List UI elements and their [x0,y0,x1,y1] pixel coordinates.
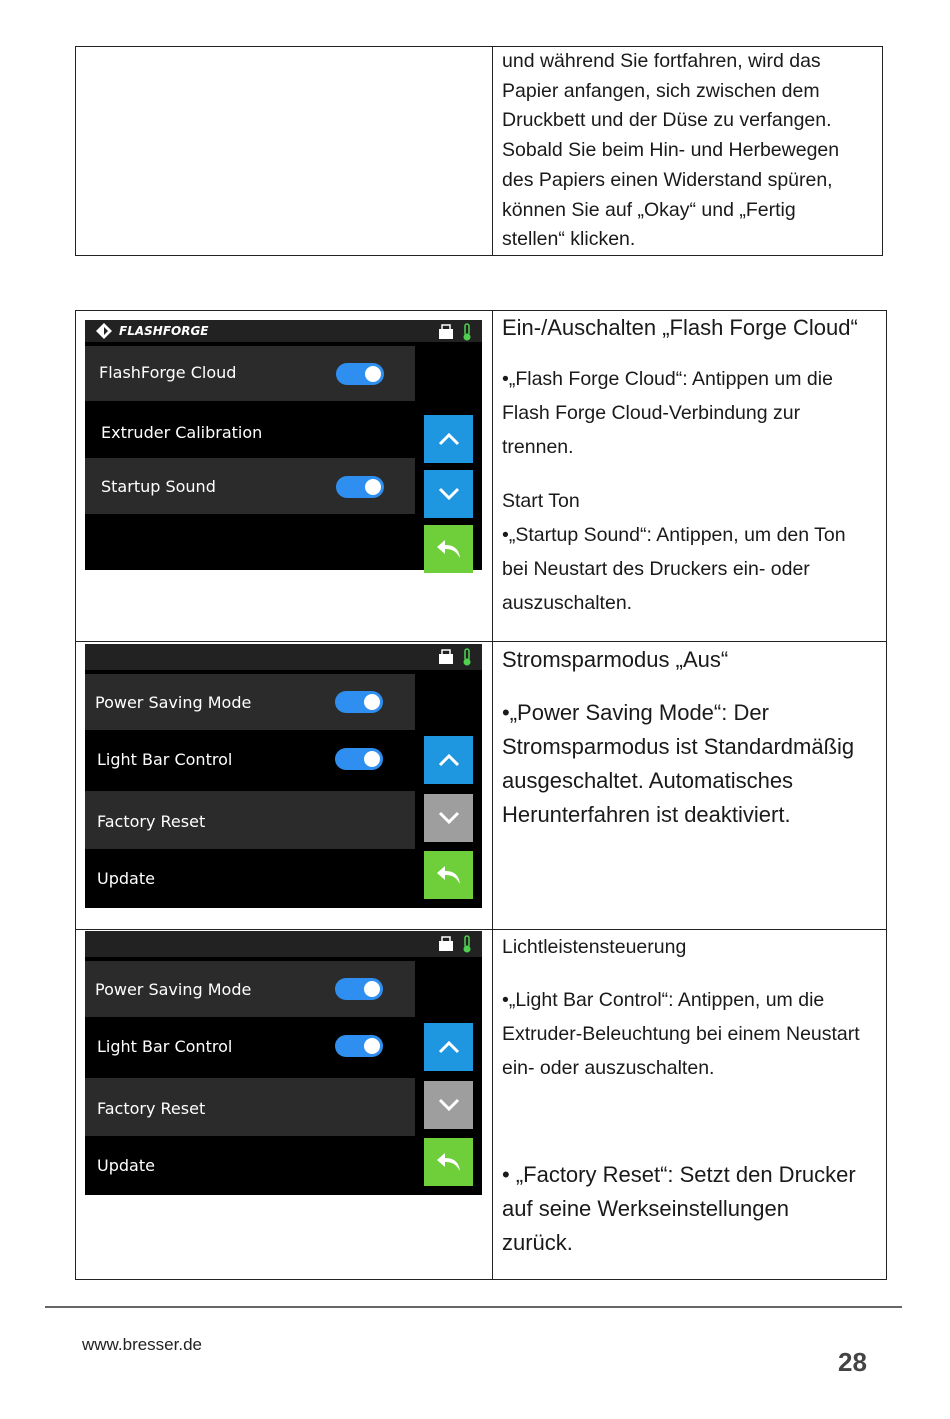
scroll-down-button[interactable] [424,470,473,518]
text-line: und während Sie fortfahren, wird das [502,50,821,72]
settings-row-update[interactable] [85,1138,415,1194]
text-line: zurück. [502,1230,573,1255]
power-saving-toggle[interactable] [335,691,383,713]
chevron-down-icon [437,486,461,502]
flashforge-logo-icon [95,322,113,340]
flashforge-cloud-toggle[interactable] [336,363,384,385]
text-line: •„Light Bar Control“: Antippen, um die [502,989,825,1011]
status-icons [438,323,472,341]
text-line: auf seine Werkseinstellungen [502,1196,789,1221]
row-divider [76,929,886,930]
usb-icon [438,649,454,665]
back-button[interactable] [424,851,473,899]
status-icons [438,935,472,953]
setting-label: Update [97,869,155,888]
footer-url[interactable]: www.bresser.de [82,1335,202,1354]
scroll-up-button[interactable] [424,1023,473,1071]
setting-label: Light Bar Control [97,1037,233,1056]
text-line: Herunterfahren ist deaktiviert. [502,802,791,827]
setting-label: Extruder Calibration [101,423,263,442]
main-table [75,310,887,1280]
back-arrow-icon [435,1150,463,1174]
table-divider [492,47,493,255]
text-line: •„Startup Sound“: Antippen, um den Ton [502,524,846,546]
top-table [75,46,883,256]
chevron-up-icon [437,431,461,447]
back-arrow-icon [435,863,463,887]
settings-row-power-saving-mode[interactable] [85,674,415,730]
section-title: Ein-/Auschalten „Flash Forge Cloud“ [502,315,858,340]
top-table-right-cell [502,47,839,255]
setting-label: Power Saving Mode [95,980,252,999]
text-line: Stromsparmodus ist Standardmäßig [502,734,855,759]
startup-sound-toggle[interactable] [336,476,384,498]
settings-row-power-saving-mode[interactable] [85,961,415,1017]
footer-divider [45,1306,902,1308]
setting-label: Factory Reset [97,1099,206,1118]
setting-label: Factory Reset [97,812,206,831]
back-arrow-icon [435,537,463,561]
light-bar-toggle[interactable] [335,1035,383,1057]
text-line: auszuschalten. [502,592,633,614]
text-line: Extruder-Beleuchtung bei einem Neustart [502,1023,860,1045]
setting-label: FlashForge Cloud [99,363,237,382]
brand-logo-text: FLASHFORGE [119,324,209,338]
setting-label: Power Saving Mode [95,693,252,712]
settings-row-factory-reset[interactable] [85,1078,415,1136]
text-line: •„Flash Forge Cloud“: Antippen um die [502,368,833,390]
printer-screen-3 [85,931,482,1195]
status-bar [85,931,482,957]
text-line: Flash Forge Cloud-Verbindung zur [502,402,801,424]
text-line: ein- oder auszuschalten. [502,1057,715,1079]
settings-row-update[interactable] [85,851,415,907]
status-bar [85,644,482,670]
chevron-up-icon [437,1039,461,1055]
row-divider [76,641,886,642]
text-line: Sobald Sie beim Hin- und Herbewegen [502,139,840,162]
text-line: •„Power Saving Mode“: Der [502,700,769,725]
scroll-down-button[interactable] [424,1081,473,1129]
text-line: • „Factory Reset“: Setzt den Drucker [502,1162,856,1187]
thermometer-icon [462,648,472,666]
text-line: stellen“ klicken. [502,228,636,251]
back-button[interactable] [424,525,473,573]
section-subtitle: Start Ton [502,490,580,512]
settings-row-flashforge-cloud[interactable] [85,346,415,401]
text-line: Papier anfangen, sich zwischen dem [502,79,820,102]
scroll-up-button[interactable] [424,415,473,463]
thermometer-icon [462,323,472,341]
section-title: Stromsparmodus „Aus“ [502,647,729,672]
thermometer-icon [462,935,472,953]
power-saving-toggle[interactable] [335,978,383,1000]
setting-label: Startup Sound [101,477,216,496]
chevron-up-icon [437,752,461,768]
back-button[interactable] [424,1138,473,1186]
setting-label: Update [97,1156,155,1175]
settings-row-extruder-calibration[interactable] [85,404,415,456]
table-divider [492,311,493,1279]
scroll-down-button[interactable] [424,794,473,842]
text-line: ausgeschaltet. Automatisches [502,768,794,793]
section-title: Lichtleistensteuerung [502,936,687,958]
settings-row-startup-sound[interactable] [85,458,415,514]
setting-label: Light Bar Control [97,750,233,769]
text-line: können Sie auf „Okay“ und „Fertig [502,198,796,221]
text-line: des Papiers einen Widerstand spüren, [502,168,833,191]
page-number: 28 [838,1347,867,1377]
text-line: bei Neustart des Druckers ein- oder [502,558,810,580]
light-bar-toggle[interactable] [335,748,383,770]
settings-row-factory-reset[interactable] [85,791,415,849]
settings-row-light-bar-control[interactable] [85,1019,415,1075]
chevron-down-icon [437,1097,461,1113]
printer-screen-2 [85,644,482,908]
scroll-up-button[interactable] [424,736,473,784]
settings-row-light-bar-control[interactable] [85,732,415,788]
usb-icon [438,936,454,952]
text-line: Druckbett und der Düse zu verfangen. [502,109,832,132]
chevron-down-icon [437,810,461,826]
text-line: trennen. [502,436,574,458]
printer-screen-1 [85,320,482,570]
status-icons [438,648,472,666]
usb-icon [438,324,454,340]
status-bar [85,320,482,342]
